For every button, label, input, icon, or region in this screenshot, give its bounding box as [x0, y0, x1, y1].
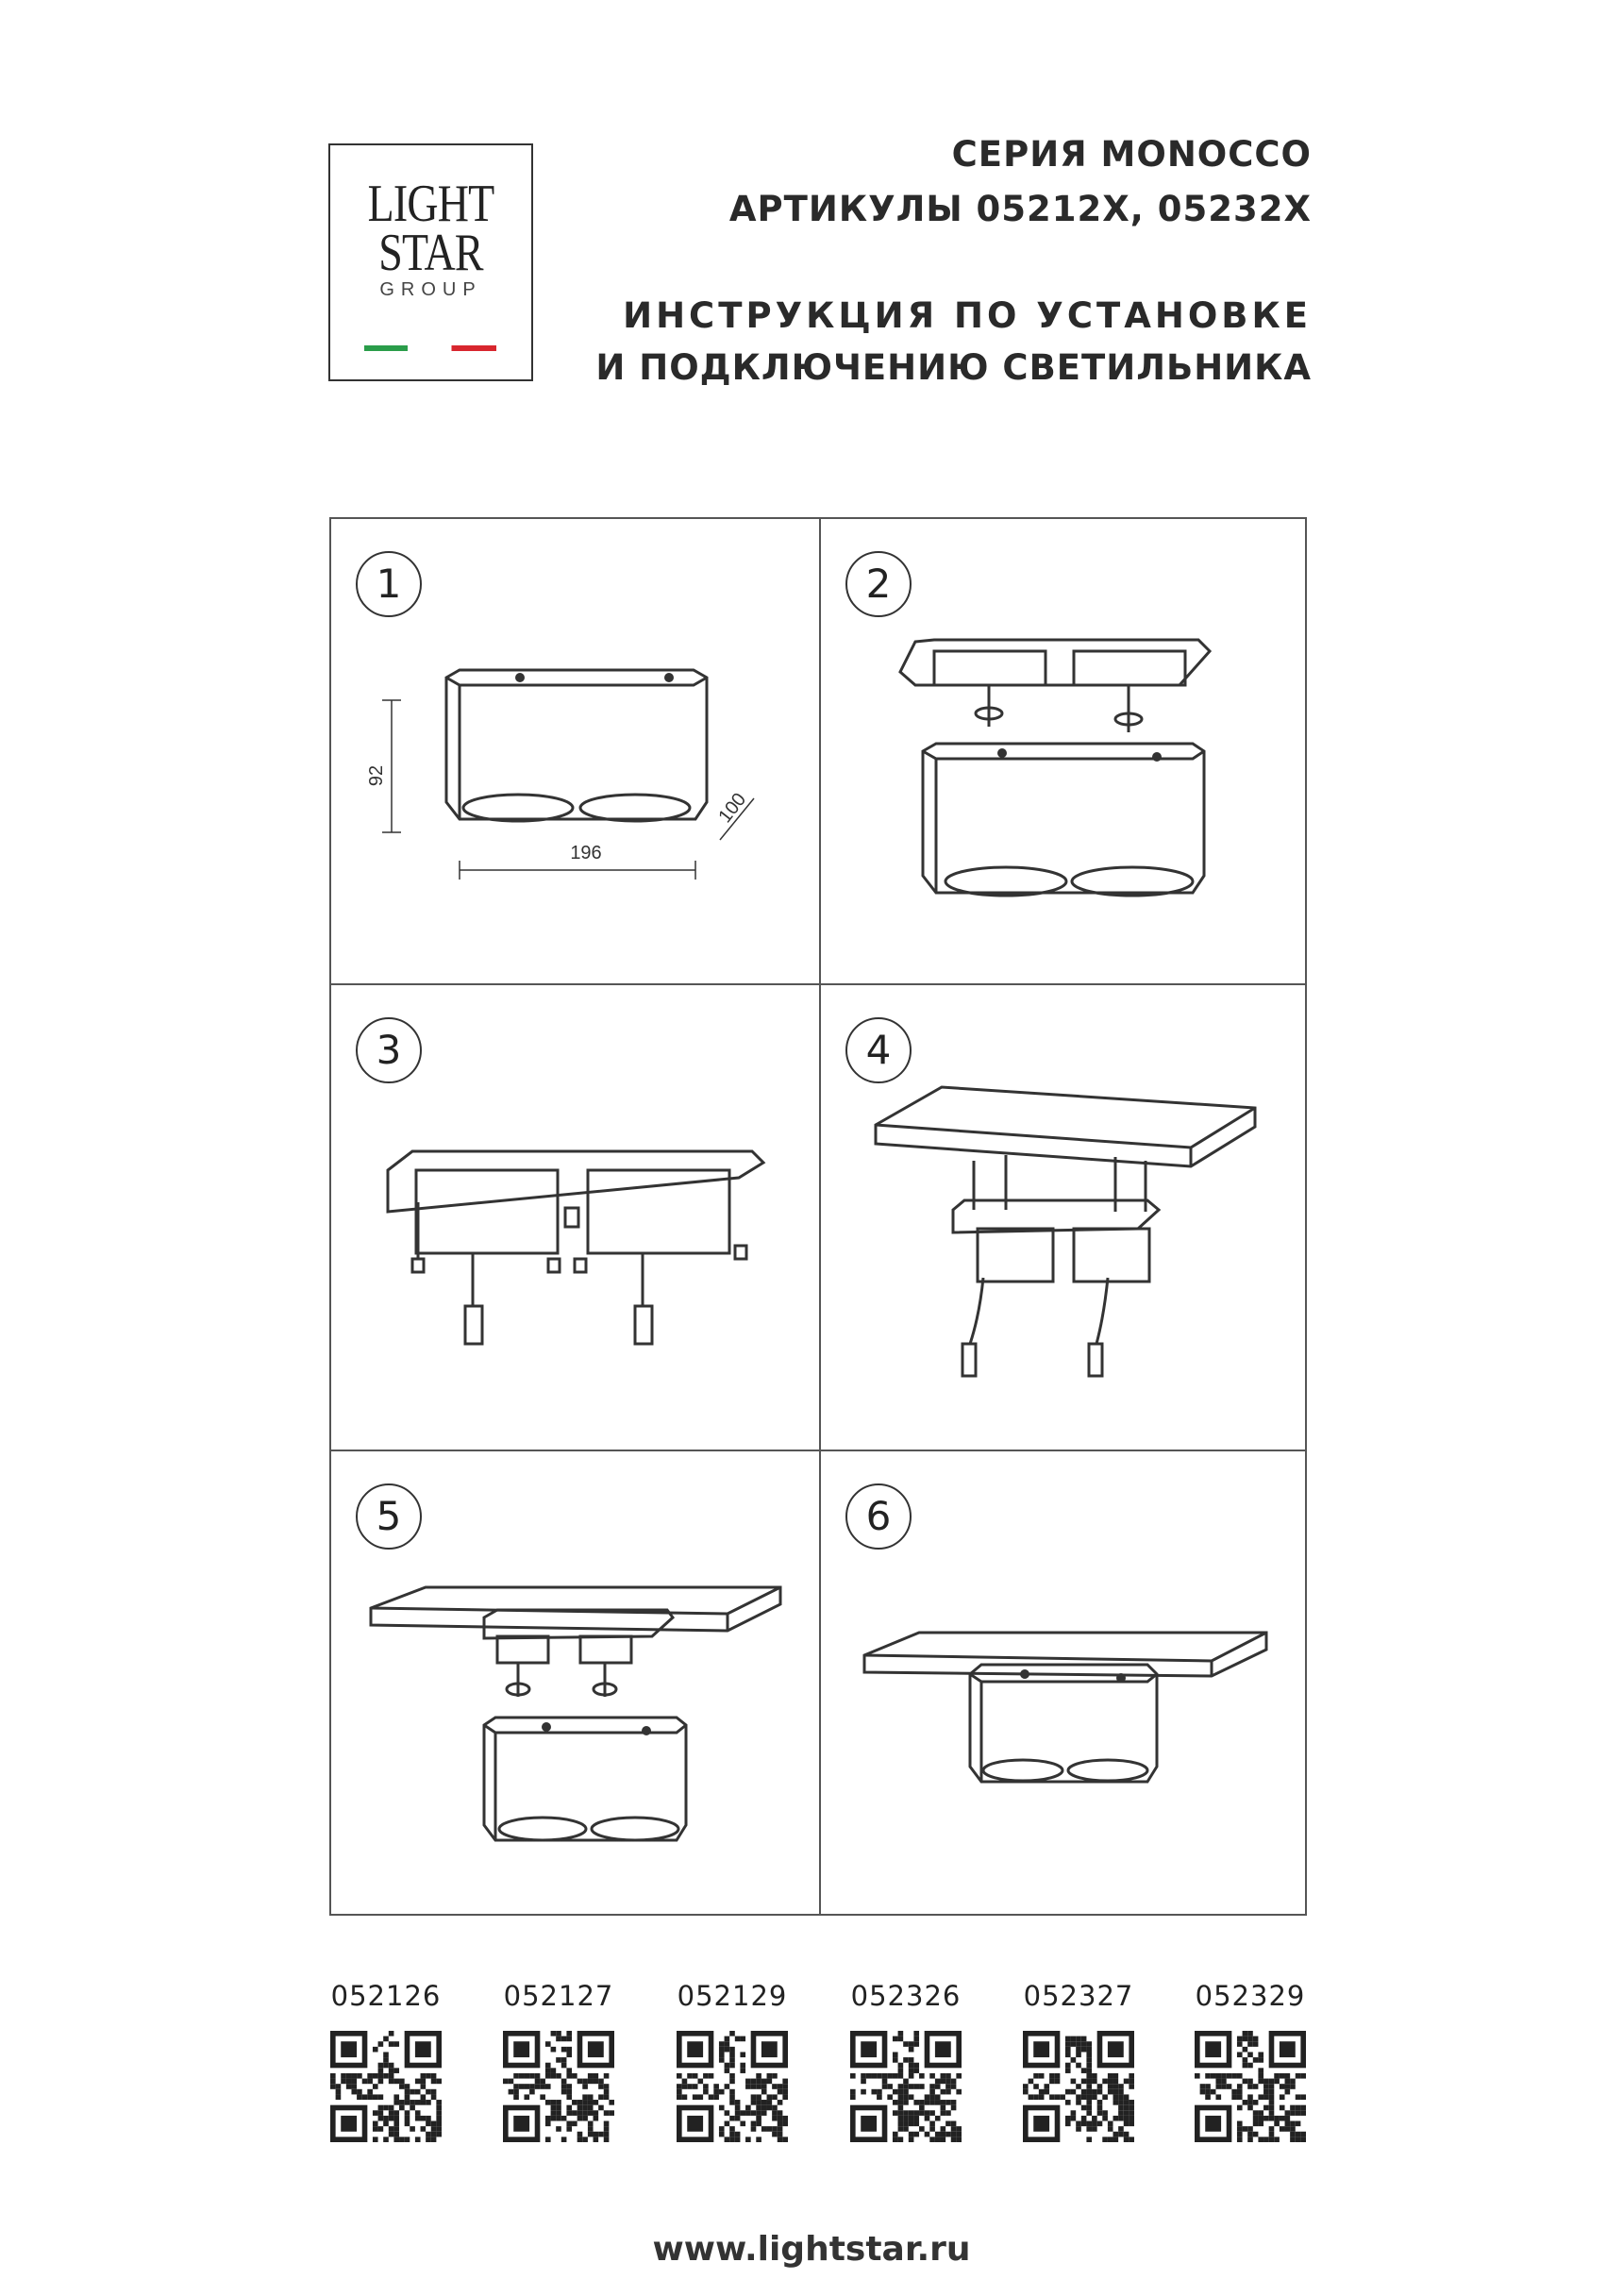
step-1-panel — [331, 519, 820, 985]
step-4-panel — [821, 985, 1310, 1451]
qr-code-icon[interactable] — [503, 2031, 614, 2142]
article-code-label: 052329 — [1195, 1980, 1306, 2012]
dimension-width-label: 196 — [570, 843, 602, 863]
article-code-item — [849, 1980, 962, 2146]
instruction-title-line2: И ПОДКЛЮЧЕНИЮ СВЕТИЛЬНИКА — [595, 347, 1312, 388]
lightstar-logo — [328, 143, 533, 381]
step-1-number: 1 — [356, 551, 422, 617]
step-2-number: 2 — [845, 551, 912, 617]
qr-code-icon[interactable] — [1195, 2031, 1306, 2142]
qr-code-icon[interactable] — [1023, 2031, 1134, 2142]
article-code-item — [329, 1980, 443, 2146]
italian-flag-stripe — [364, 345, 496, 351]
step-4-number: 4 — [845, 1017, 912, 1083]
step-3-panel — [331, 985, 820, 1451]
article-code-item — [1022, 1980, 1135, 2146]
dimension-height-label: 92 — [366, 764, 387, 787]
articles-title: АРТИКУЛЫ 05212X, 05232X — [728, 189, 1312, 229]
step-5-panel — [331, 1451, 820, 1918]
article-code-item — [502, 1980, 615, 2146]
article-code-label: 052326 — [850, 1980, 962, 2012]
step-2-panel — [821, 519, 1310, 985]
article-code-label: 052129 — [677, 1980, 788, 2012]
logo-text-group: GROUP — [379, 279, 482, 300]
qr-code-icon[interactable] — [330, 2031, 442, 2142]
article-code-item — [676, 1980, 789, 2146]
logo-text-star: STAR — [378, 224, 483, 282]
step-5-number: 5 — [356, 1483, 422, 1550]
website-link[interactable]: www.lightstar.ru — [652, 2230, 971, 2269]
step-3-number: 3 — [356, 1017, 422, 1083]
instruction-title-line1: ИНСТРУКЦИЯ ПО УСТАНОВКЕ — [623, 295, 1312, 336]
dimension-depth-label: 100 — [714, 789, 751, 828]
series-title: СЕРИЯ MONOCCO — [951, 134, 1312, 175]
logo-text-light: LIGHT — [367, 175, 494, 233]
qr-code-icon[interactable] — [677, 2031, 788, 2142]
article-code-label: 052127 — [503, 1980, 614, 2012]
article-code-label: 052327 — [1023, 1980, 1134, 2012]
article-code-item — [1194, 1980, 1307, 2146]
qr-code-icon[interactable] — [850, 2031, 962, 2142]
article-code-label: 052126 — [330, 1980, 442, 2012]
article-codes-row — [329, 1980, 1307, 2150]
steps-grid — [329, 517, 1307, 1916]
step-6-number: 6 — [845, 1483, 912, 1550]
step-6-panel — [821, 1451, 1310, 1918]
